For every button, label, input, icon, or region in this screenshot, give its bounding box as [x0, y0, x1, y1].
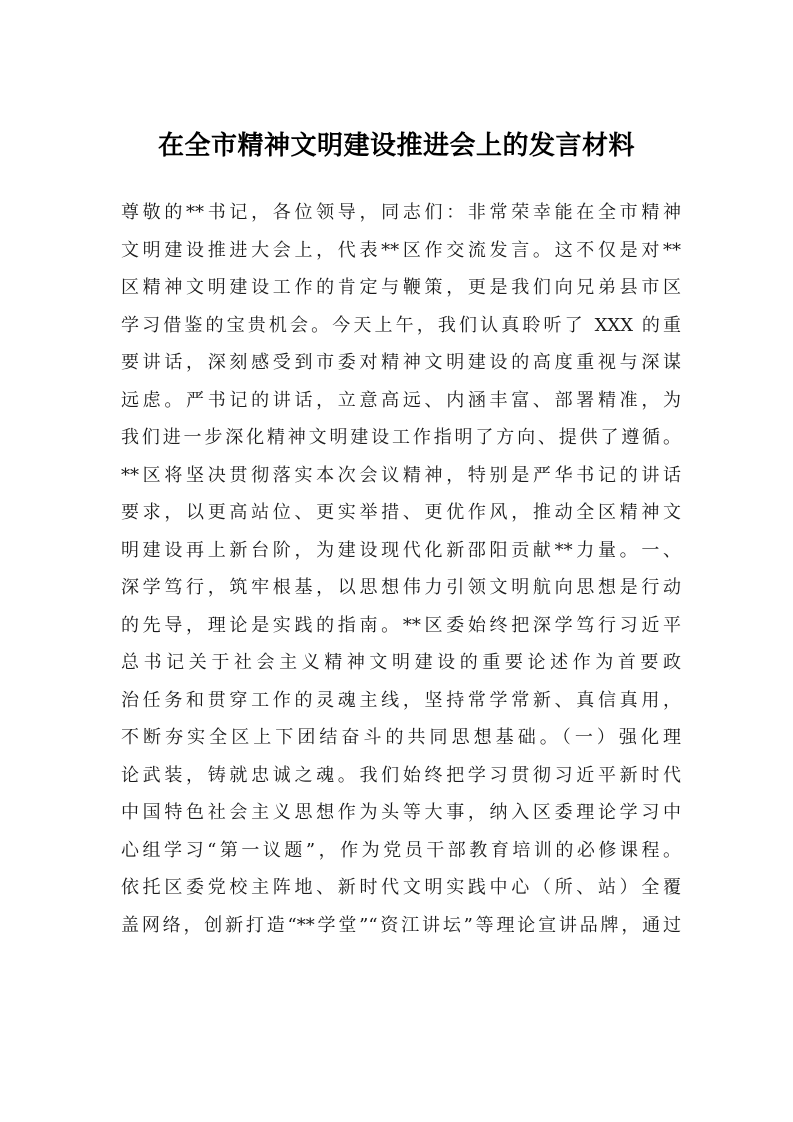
body-line: 要讲话，深刻感受到市委对精神文明建设的高度重视与深谋: [121, 352, 681, 373]
body-line: 尊敬的**书记，各位领导，同志们：非常荣幸能在全市精神: [121, 202, 681, 223]
body-line: 要求，以更高站位、更实举措、更优作风，推动全区精神文: [121, 502, 681, 523]
body-line: 不断夯实全区上下团结奋斗的共同思想基础。（一）强化理: [121, 727, 681, 748]
body-line: 远虑。严书记的讲话，立意高远、内涵丰富、部署精准，为: [121, 389, 681, 411]
body-line: 治任务和贯穿工作的灵魂主线，坚持常学常新、真信真用，: [121, 689, 681, 711]
body-line: 心组学习“第一议题”，作为党员干部教育培训的必修课程。: [121, 839, 681, 861]
body-line: 盖网络，创新打造“**学堂”“资江讲坛”等理论宣讲品牌，通过: [121, 914, 681, 936]
body-line: 深学笃行，筑牢根基，以思想伟力引领文明航向思想是行动: [121, 577, 681, 598]
body-line: 中国特色社会主义思想作为头等大事，纳入区委理论学习中: [121, 802, 681, 823]
body-line: 论武装，铸就忠诚之魂。我们始终把学习贯彻习近平新时代: [121, 764, 681, 786]
body-line: 总书记关于社会主义精神文明建设的重要论述作为首要政: [121, 652, 681, 673]
body-line: 区精神文明建设工作的肯定与鞭策，更是我们向兄弟县市区: [121, 277, 681, 298]
body-text: [121, 194, 681, 944]
body-line: 依托区委党校主阵地、新时代文明实践中心（所、站）全覆: [121, 877, 681, 898]
body-line: 的先导，理论是实践的指南。**区委始终把深学笃行习近平: [121, 614, 681, 636]
page-title: 在全市精神文明建设推进会上的发言材料: [157, 131, 635, 161]
body-line: 学习借鉴的宝贵机会。今天上午，我们认真聆听了 XXX 的重: [121, 314, 681, 336]
body-line: 我们进一步深化精神文明建设工作指明了方向、提供了遵循。: [121, 427, 681, 448]
body-line: 文明建设推进大会上，代表**区作交流发言。这不仅是对**: [121, 239, 681, 261]
body-line: **区将坚决贯彻落实本次会议精神，特别是严华书记的讲话: [121, 464, 681, 486]
body-line: 明建设再上新台阶，为建设现代化新邵阳贡献**力量。一、: [121, 539, 681, 561]
